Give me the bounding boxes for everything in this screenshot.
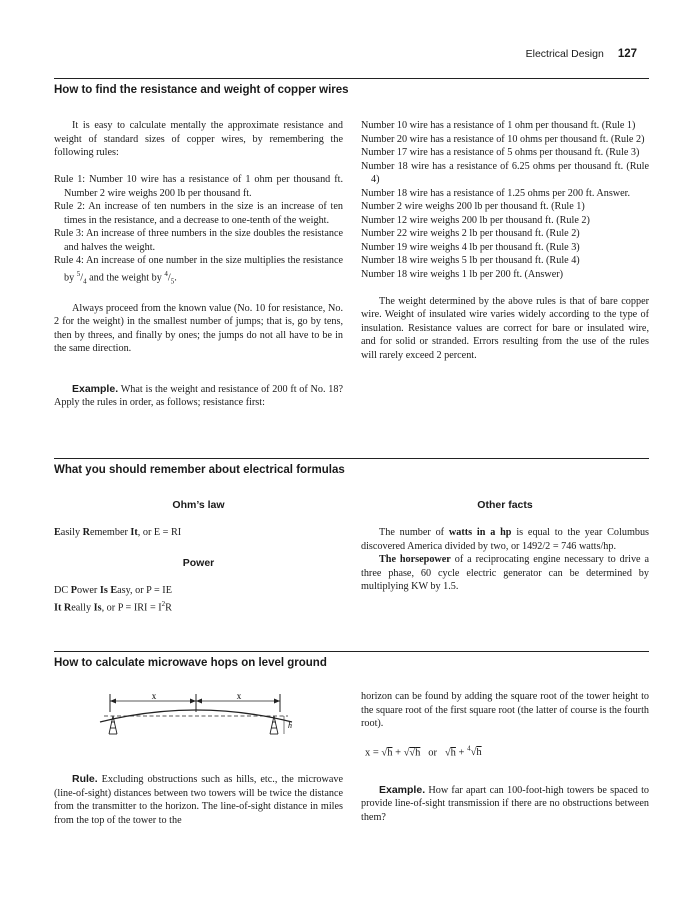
step-5: Number 18 wire has a resistance of 1.25 ohms per 200 ft. Answer. xyxy=(361,187,631,199)
step-1: Number 10 wire has a resistance of 1 ohm per thousand ft. (Rule 1) xyxy=(361,120,636,131)
step-10: Number 18 wire weighs 5 lb per thousand ft. (Rule 4) xyxy=(361,255,580,266)
hop-formula: x = √h + √√h or √h + $^4$√h xyxy=(365,744,482,758)
section-3-title: How to calculate microwave hops on level ground xyxy=(54,657,327,669)
example-text-2: How far apart can 100-foot-high towers be spaced to provide line-of-sight transmission if there are no obstructions between them? xyxy=(361,784,650,823)
section-3-left-column xyxy=(54,773,343,827)
microwave-example xyxy=(361,784,649,825)
rule-text: Excluding obstructions such as hills, etc., the microwave (line-of-sight) distances between two towers will be twice the distance from the transmitter to the horizon. The line-of-sight distance in miles from the top of the tower to the xyxy=(54,774,343,826)
label-x-left: x xyxy=(151,691,157,701)
section-2-right-column xyxy=(361,499,649,594)
horsepower-fact: The horsepower of a reciprocating engine necessary to drive a three phase, 60 cycle electric generator can be determined by multiplying KW by 1.5. xyxy=(361,554,649,592)
section-2-left-column xyxy=(54,499,343,614)
always-paragraph: Always proceed from the known value (No. 10 for resistance, No. 2 for the weight) in the smallest number of jumps; that is, go by tens, then by threes, and finally by ones; the jumps do not all have to be in the same direction. xyxy=(54,302,343,355)
step-7: Number 12 wire weighs 200 lb per thousand ft. (Rule 2) xyxy=(361,214,590,226)
step-2: Number 20 wire has a resistance of 10 ohms per thousand ft. (Rule 2) xyxy=(361,133,645,145)
section-1-rule xyxy=(54,78,649,79)
step-11: Number 18 wire weighs 1 lb per 200 ft. (Answer) xyxy=(361,268,564,280)
rule-4: Rule 4: An increase of one number in the size multiplies the resistance by $^5/_4$ and the weight by $^4/_5$. xyxy=(54,255,343,285)
step-3: Number 17 wire has a resistance of 5 ohms per thousand ft. (Rule 3) xyxy=(361,147,640,158)
running-head xyxy=(526,48,637,60)
section-3-right-column xyxy=(361,690,649,824)
rule-2: Rule 2: An increase of ten numbers in the size is an increase of ten times in the resistance, and a decrease to one-tenth of the weight. xyxy=(54,201,343,226)
section-1-left-column xyxy=(54,119,343,410)
other-facts-heading: Other facts xyxy=(477,499,533,511)
rule-3: Rule 3: An increase of three numbers in the size doubles the resistance and halves the weight. xyxy=(54,228,343,253)
microwave-rule xyxy=(54,773,343,827)
page-number: 127 xyxy=(617,48,637,60)
rule-1: Rule 1: Number 10 wire has a resistance of 1 ohm per thousand ft. Number 2 wire weighs 200 lb per thousand ft. xyxy=(54,174,343,199)
section-2-title: What you should remember about electrical formulas xyxy=(54,464,345,476)
power-heading: Power xyxy=(182,557,215,569)
step-6: Number 2 wire weighs 200 lb per thousand ft. (Rule 1) xyxy=(361,201,585,212)
intro-paragraph: It is easy to calculate mentally the approximate resistance and weight of standard sizes of copper wires, by remembering the following rules: xyxy=(54,120,343,158)
step-4: Number 18 wire has a resistance of 6.25 ohms per thousand ft. (Rule 4) xyxy=(361,160,649,185)
microwave-hop-diagram xyxy=(96,686,306,752)
example-paragraph xyxy=(54,383,343,410)
power-mnemonic-1: DC Power Is Easy, or P = IE xyxy=(54,585,172,596)
section-3-rule xyxy=(54,651,649,652)
section-1-right-column xyxy=(361,119,649,362)
power-mnemonic-2: It Really Is, or P = IRI = $I^2R$ xyxy=(54,599,172,613)
example-text: What is the weight and resistance of 200 ft of No. 18? Apply the rules in order, as follows; resistance first: xyxy=(54,383,343,409)
step-8: Number 22 wire weighs 2 lb per thousand ft. (Rule 2) xyxy=(361,228,580,239)
rule-label: Rule. xyxy=(72,773,98,785)
section-1-title: How to find the resistance and weight of copper wires xyxy=(54,84,349,96)
example-label: Example. xyxy=(72,382,119,395)
example-label-2: Example. xyxy=(379,783,426,796)
ohms-law-heading: Ohm’s law xyxy=(172,499,225,511)
weight-note: The weight determined by the above rules is that of bare copper wire. Weight of insulated wire varies widely according to the type of insulation. Resistance values are correct for bare or insulated wire, and for solid or stranded. Errors resulting from the use of the rules will rarely exceed 2 percent. xyxy=(361,295,649,361)
ohms-law-mnemonic: Easily Remember It, or E = RI xyxy=(54,527,182,538)
running-title: Electrical Design xyxy=(525,48,604,60)
label-h: h xyxy=(288,721,292,730)
horizon-text: horizon can be found by adding the square root of the tower height to the square root of the first square root (the latter of course is the fourth root). xyxy=(361,691,649,729)
label-x-right: x xyxy=(236,691,242,701)
step-9: Number 19 wire weighs 4 lb per thousand ft. (Rule 3) xyxy=(361,241,580,253)
section-2-rule xyxy=(54,458,649,459)
watts-fact: The number of watts in a hp is equal to the year Columbus discovered America divided by two, or 1492/2 = 746 watts/hp. xyxy=(361,527,650,552)
